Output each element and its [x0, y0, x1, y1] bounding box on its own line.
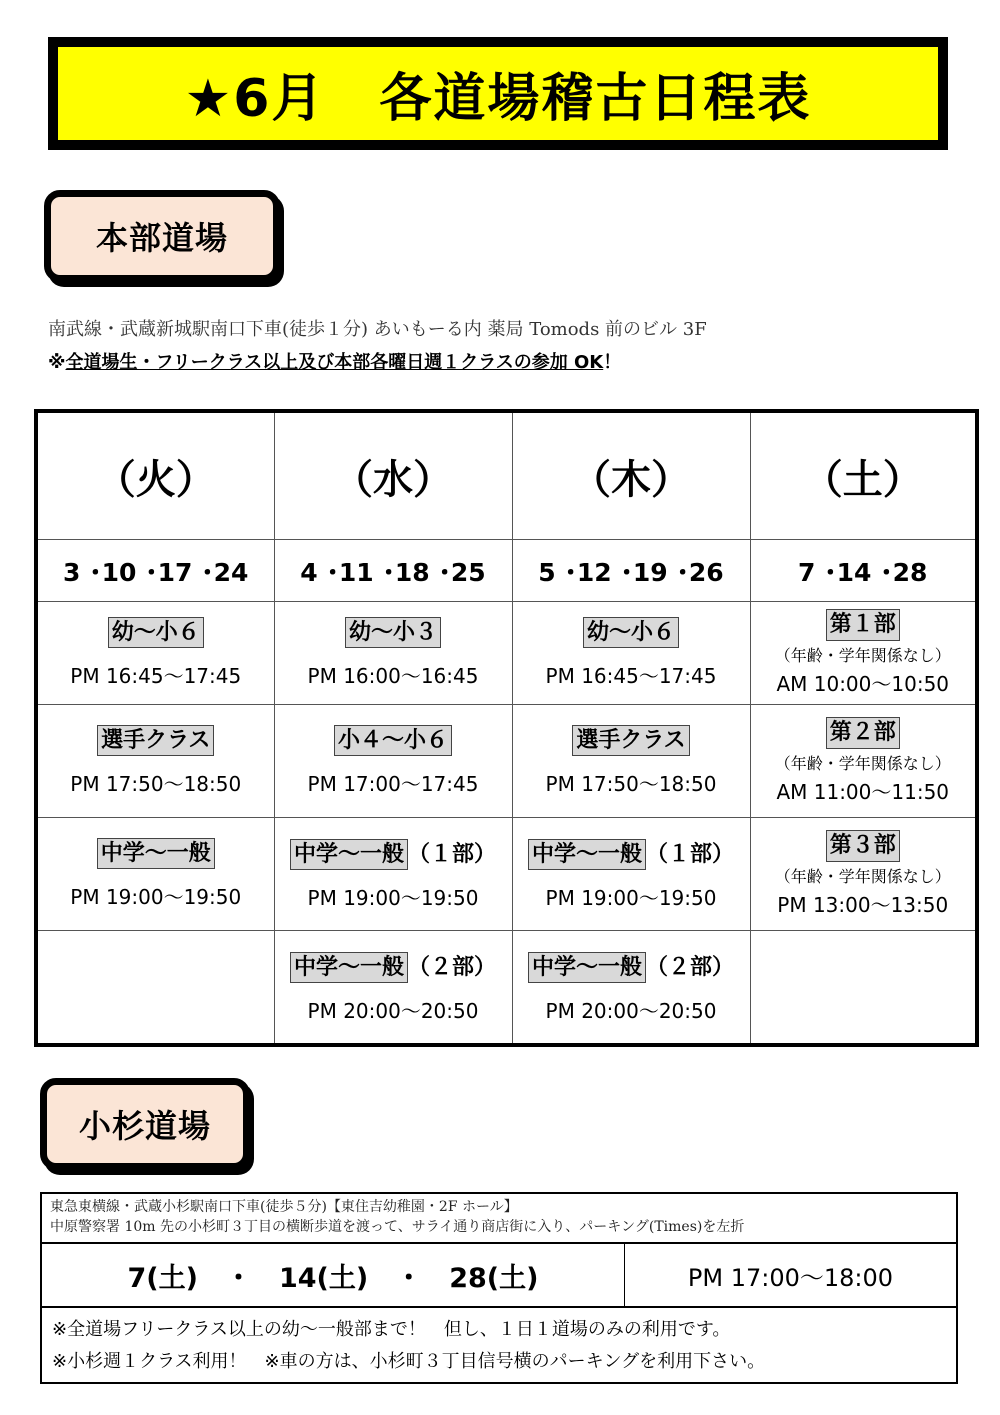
weekday-tue: （火）: [36, 411, 274, 540]
class-cell: [512, 818, 750, 931]
weekday-sat: （土）: [750, 411, 977, 540]
class-label: 第１部: [826, 609, 900, 641]
class-label: 幼～小６: [583, 617, 679, 649]
class-time: PM 17:50～18:50: [70, 772, 242, 797]
kosugi-access-line: 東急東横線・武蔵小杉駅南口下車(徒歩５分)【東住吉幼稚園・2F ホール】: [50, 1199, 518, 1215]
dates-wed: 4 ･11 ･18 ･25: [274, 540, 512, 602]
empty-cell: [750, 931, 977, 1046]
class-row: [36, 818, 977, 931]
class-part-suffix: （１部）: [408, 841, 497, 867]
class-time: PM 16:45～17:45: [545, 664, 717, 689]
class-label: 中学～一般: [97, 838, 215, 870]
class-time: PM 20:00～20:50: [545, 999, 717, 1024]
class-cell: [512, 705, 750, 818]
kosugi-time: PM 17:00～18:00: [687, 1263, 894, 1292]
class-part-suffix: （２部）: [408, 954, 497, 980]
class-label: 中学～一般: [528, 952, 646, 984]
class-label: 中学～一般: [290, 839, 408, 871]
dates-sat: 7 ･14 ･28: [750, 540, 977, 602]
class-label: 第３部: [826, 830, 900, 862]
class-time: PM 20:00～20:50: [307, 999, 479, 1024]
class-time: PM 19:00～19:50: [545, 886, 717, 911]
class-cell: [750, 602, 977, 705]
class-label: 第２部: [826, 717, 900, 749]
note-text: 全道場生・フリークラス以上及び本部各曜日週１クラスの参加 OK: [65, 352, 604, 373]
class-time: PM 19:00～19:50: [307, 886, 479, 911]
class-label: 小４～小６: [334, 725, 452, 757]
class-label: 選手クラス: [572, 725, 689, 757]
class-label: 幼～小３: [345, 617, 441, 649]
kosugi-access: [42, 1194, 956, 1244]
weekday-thu: （木）: [512, 411, 750, 540]
class-cell: [750, 818, 977, 931]
class-cell: [274, 602, 512, 705]
page-title: ★6月 各道場稽古日程表: [48, 37, 948, 150]
class-part-suffix: （２部）: [646, 954, 735, 980]
note-prefix: ※: [48, 352, 66, 373]
kosugi-schedule-row: [42, 1244, 956, 1308]
class-label: 選手クラス: [97, 725, 214, 757]
class-label: 幼～小６: [108, 617, 204, 649]
note-suffix: ！: [603, 352, 622, 373]
kosugi-info-box: [40, 1192, 958, 1384]
class-row: [36, 602, 977, 705]
class-cell: [274, 931, 512, 1046]
class-sub: （年齢・学年関係なし）: [774, 753, 951, 773]
class-cell: [274, 705, 512, 818]
class-time: PM 16:45～17:45: [70, 664, 242, 689]
class-time: PM 19:00～19:50: [70, 885, 242, 910]
class-time: AM 11:00～11:50: [776, 779, 950, 804]
empty-cell: [36, 931, 274, 1046]
class-time: AM 10:00～10:50: [776, 671, 950, 696]
class-cell: [274, 818, 512, 931]
honbu-dojo-heading: 本部道場: [44, 190, 280, 282]
class-time: PM 17:00～17:45: [307, 772, 479, 797]
class-part-suffix: （１部）: [646, 841, 735, 867]
class-cell: [36, 705, 274, 818]
honbu-access-text: 南武線・武蔵新城駅南口下車(徒歩１分) あいもーる内 薬局 Tomods 前のビル 3F: [48, 319, 707, 340]
class-sub: （年齢・学年関係なし）: [774, 866, 951, 886]
honbu-schedule-table: [34, 409, 979, 1047]
dates-row: [36, 540, 977, 602]
class-cell: [750, 705, 977, 818]
class-cell: [512, 602, 750, 705]
dates-tue: 3 ･10 ･17 ･24: [36, 540, 274, 602]
class-time: PM 13:00～13:50: [777, 892, 949, 917]
class-cell: [512, 931, 750, 1046]
class-cell: [36, 602, 274, 705]
weekday-wed: （水）: [274, 411, 512, 540]
kosugi-note: ※小杉週１クラス利用！ ※車の方は、小杉町３丁目信号横のパーキングを利用下さい。: [52, 1350, 766, 1372]
class-time: PM 16:00～16:45: [307, 664, 479, 689]
class-row: [36, 705, 977, 818]
class-cell: [36, 818, 274, 931]
class-sub: （年齢・学年関係なし）: [774, 645, 951, 665]
kosugi-access-line: 中原警察署 10m 先の小杉町３丁目の横断歩道を渡って、サライ通り商店街に入り、パーキング(Times)を左折: [50, 1219, 745, 1236]
dates-thu: 5 ･12 ･19 ･26: [512, 540, 750, 602]
kosugi-notes: [42, 1308, 956, 1383]
honbu-note: [48, 348, 621, 374]
class-row: [36, 931, 977, 1046]
weekday-header-row: [36, 411, 977, 540]
kosugi-dojo-heading: 小杉道場: [40, 1078, 250, 1170]
kosugi-dates: 7(土) ・ 14(土) ・ 28(土): [42, 1244, 625, 1306]
class-time: PM 17:50～18:50: [545, 772, 717, 797]
kosugi-note: ※全道場フリークラス以上の幼～一般部まで！ 但し、１日１道場のみの利用です。: [52, 1319, 731, 1340]
class-label: 中学～一般: [528, 839, 646, 871]
class-label: 中学～一般: [290, 952, 408, 984]
